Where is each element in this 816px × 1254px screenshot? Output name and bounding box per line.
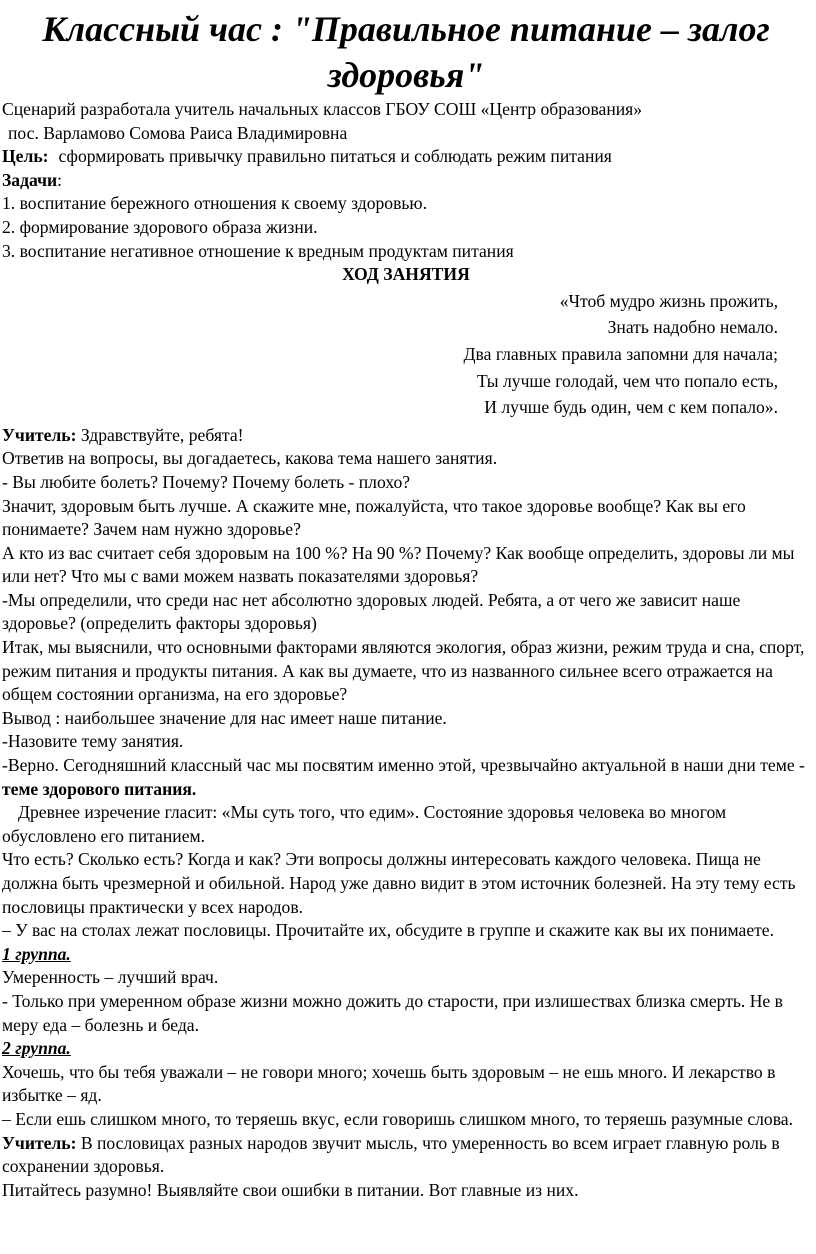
topic-emphasis: теме здорового питания. (2, 778, 197, 799)
paragraph: – У вас на столах лежат пословицы. Прочитайте их, обсудите в группе и скажите как вы их понимаете. (2, 920, 775, 941)
task-item: 1. воспитание бережного отношения к своему здоровью. (2, 193, 427, 214)
paragraph: Питайтесь разумно! Выявляйте свои ошибки в питании. Вот главные из них. (2, 1179, 579, 1200)
teacher-remark (2, 1132, 810, 1179)
paragraph: А кто из вас считает себя здоровым на 100 %? На 90 %? Почему? Как вообще определить, здоровы ли мы или нет? Что мы с вами можем назвать показателями здоровья? (2, 542, 795, 587)
tasks-heading (2, 169, 810, 193)
paragraph (2, 754, 810, 801)
tasks-label: Задачи (2, 169, 58, 190)
epigraph-line: «Чтоб мудро жизнь прожить, (559, 290, 778, 311)
paragraph: Что есть? Сколько есть? Когда и как? Эти вопросы должны интересовать каждого человека. Пища не должна быть чрезмерной и обильной. Народ уже давно видит в этом источник болезней. На эту тему есть пословицы практически у всех народов. (2, 849, 796, 917)
author-line: Сценарий разработала учитель начальных классов ГБОУ СОШ «Центр образования» (2, 99, 643, 119)
paragraph: Итак, мы выяснили, что основными факторами являются экология, образ жизни, режим труда и сна, спорт, режим питания и продукты питания. А как вы думаете, что из названного сильнее всего отражается на общем состоянии организма, на его здоровье? (2, 637, 805, 705)
epigraph-line: И лучше будь один, чем с кем попало». (484, 397, 778, 418)
paragraph-text: -Верно. Сегодняшний классный час мы посвятим именно этой, чрезвычайно актуальной в наши дни теме - (2, 755, 805, 776)
paragraph: Значит, здоровым быть лучше. А скажите мне, пожалуйста, что такое здоровье вообще? Как вы его понимаете? Зачем нам нужно здоровье? (2, 495, 746, 540)
group-heading: 2 группа. (2, 1038, 71, 1059)
teacher-label: Учитель: (2, 1132, 77, 1153)
paragraph: – Если ешь слишком много, то теряешь вкус, если говоришь слишком много, то теряешь разумные слова. (2, 1108, 793, 1129)
paragraph: -Назовите тему занятия. (2, 731, 184, 752)
paragraph-text: Древнее изречение гласит: «Мы суть того, что едим». Состояние здоровья человека во многом обусловлено его питанием. (2, 802, 727, 846)
goal-text: сформировать привычку правильно питаться и соблюдать режим питания (58, 146, 612, 167)
greeting-text: Здравствуйте, ребята! (80, 424, 244, 445)
proverb: Хочешь, что бы тебя уважали – не говори много; хочешь быть здоровым – не ешь много. И лекарство в избытке – яд. (2, 1061, 776, 1106)
paragraph: - Вы любите болеть? Почему? Почему болеть - плохо? (2, 471, 411, 492)
paragraph: -Мы определили, что среди нас нет абсолютно здоровых людей. Ребята, а от чего же зависит наше здоровье? (определить факторы здоровья) (2, 589, 741, 634)
paragraph (2, 801, 810, 848)
epigraph-line: Знать надобно немало. (607, 317, 778, 338)
author-name-line: пос. Варламово Сомова Раиса Владимировна (8, 122, 348, 143)
section-heading: ХОД ЗАНЯТИЯ (342, 264, 470, 285)
goal-label: Цель: (2, 146, 49, 167)
page-title: Классный час : "Правильное питание – залог здоровья" (42, 9, 770, 95)
task-item: 2. формирование здорового образа жизни. (2, 216, 318, 237)
tasks-colon: : (57, 169, 63, 190)
epigraph-line: Два главных правила запомни для начала; (463, 343, 778, 364)
paragraph: Ответив на вопросы, вы догадаетесь, какова тема нашего занятия. (2, 448, 498, 469)
paragraph: - Только при умеренном образе жизни можно дожить до старости, при излишествах близка смерть. Не в меру еда – болезнь и беда. (2, 990, 783, 1035)
epigraph-line: Ты лучше голодай, чем что попало есть, (476, 370, 778, 391)
teacher-greeting (2, 424, 810, 448)
goal-paragraph (2, 145, 810, 169)
paragraph: Вывод : наибольшее значение для нас имеет наше питание. (2, 707, 447, 728)
group-heading: 1 группа. (2, 943, 71, 964)
teacher-label: Учитель: (2, 424, 77, 445)
remark-text: В пословицах разных народов звучит мысль, что умеренность во всем играет главную роль в сохранении здоровья. (2, 1132, 780, 1177)
task-item: 3. воспитание негативное отношение к вредным продуктам питания (2, 240, 514, 261)
proverb: Умеренность – лучший врач. (2, 967, 219, 988)
